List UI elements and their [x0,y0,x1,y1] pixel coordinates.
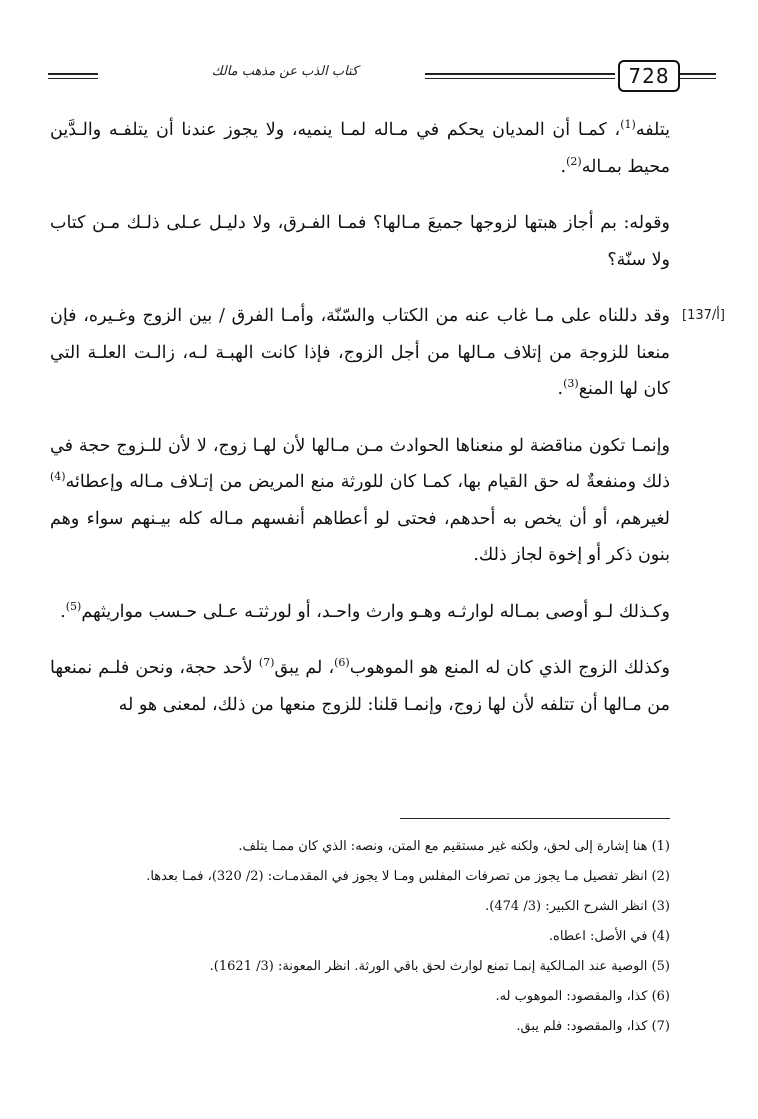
page-number: 728 [618,60,680,92]
footnote-5: (5) الوصية عند المـالكية إنمـا تمنع لوارث لحق باقي الورثة. انظر المعونة: (3/ 1621). [209,959,670,974]
footnote-ref-3: (3) [563,377,579,391]
paragraph-text: يتلفه [635,120,670,140]
header-rule-left-thin [48,78,98,79]
footnotes [90,832,670,1042]
footnote-separator [400,818,670,819]
footnote-2: (2) انظر تفصيل مـا يجوز من تصرفات المفلس ومـا لا يجوز في المقدمـات: (2/ 320)، فمـا بعدها. [146,869,670,884]
footnote-ref-1: (1) [620,118,636,132]
paragraph-4 [50,428,670,574]
footnote-ref-5: (5) [65,599,82,613]
paragraph-text: . [60,601,66,622]
footnote-6: (6) كذا، والمقصود: الموهوب له. [495,989,670,1004]
footnote-ref-6: (6) [334,656,350,670]
paragraph-text: ، لم يبق [274,658,335,678]
header-rule-right-thin [680,78,716,79]
paragraph-text: وكذلك الزوج الذي كان له المنع هو الموهوب [349,658,670,678]
footnote-4: (4) في الأصل: اعطاه. [548,929,670,944]
paragraph-3 [50,298,670,408]
paragraph-text: وإنمـا تكون مناقضة لو منعناها الحوادث مـن مـالها لأن لهـا زوج، لا لأن للـزوج حجة في ذلك ومنفعةٌ له حق القيام بها، كمـا كان للورثة منع المريض من إتـلاف مـاله وإعطائه [50,435,670,492]
paragraph-text: وكـذلك لـو أوصى بمـاله لوارثـه وهـو وارث واحـد، أو لورثتـه عـلى حـسب مواريثهم [81,601,670,622]
paragraph-text: وقد دللناه على مـا غاب عنه من الكتاب والسّنّة، وأمـا الفرق / بين الزوج وغـيره، فإن منعنا للزوجة من إتلاف مـالها من أجل الزوج، فإذا كانت الهبـة لـه، زالـت العلـة التي كان لها المنع [50,306,670,399]
header-rule-middle-thin [425,78,615,79]
header-rule-right [680,73,716,75]
paragraph-text: . [557,379,564,399]
paragraph-text: . [560,156,567,177]
header-rule-left [48,73,98,75]
header-rule-middle [425,73,615,75]
paragraph-6 [50,650,670,723]
footnote-ref-4: (4) [50,470,66,484]
paragraph-text: ، كمـا أن المديان يحكم في مـاله لمـا ينميه، ولا يجوز عندنا أن يتلفـه والـدَّين محيط بمـاله [50,120,670,177]
page-header [40,60,720,94]
folio-marker: [137/أ] [682,308,725,323]
footnote-ref-7: (7) [258,656,275,670]
footnote-ref-2: (2) [566,154,582,168]
paragraph-2: وقوله: بم أجاز هبتها لزوجها جميعَ مـالها؟ فمـا الفـرق، ولا دليـل عـلى ذلـك مـن كتاب ولا سنّة؟ [50,213,670,270]
main-text [50,112,670,723]
footnote-3: (3) انظر الشرح الكبير: (3/ 474). [485,899,670,914]
paragraph-text: لغيرهم، أو أن يخص به أحدهم، فحتى لو أعطاهم أنفسهم مـاله كله بيـنهم سواء وهم بنون ذكر أو إخوة لجاز ذلك. [50,508,670,565]
paragraph-1 [50,112,670,185]
paragraph-text: لأحد حجة، ونحن فلـم نمنعها من مـالها أن تتلفه لأن لها زوج، وإنمـا قلنا: للزوج منعها من ذلك، لمعنى هو له [50,658,670,715]
footnote-1: (1) هنا إشارة إلى لحق، ولكنه غير مستقيم مع المتن، ونصه: الذي كان ممـا يتلف. [238,839,670,854]
running-title: كتاب الذب عن مذهب مالك [211,64,359,79]
footnote-7: (7) كذا، والمقصود: فلم يبق. [516,1019,670,1034]
paragraph-5 [50,594,670,631]
